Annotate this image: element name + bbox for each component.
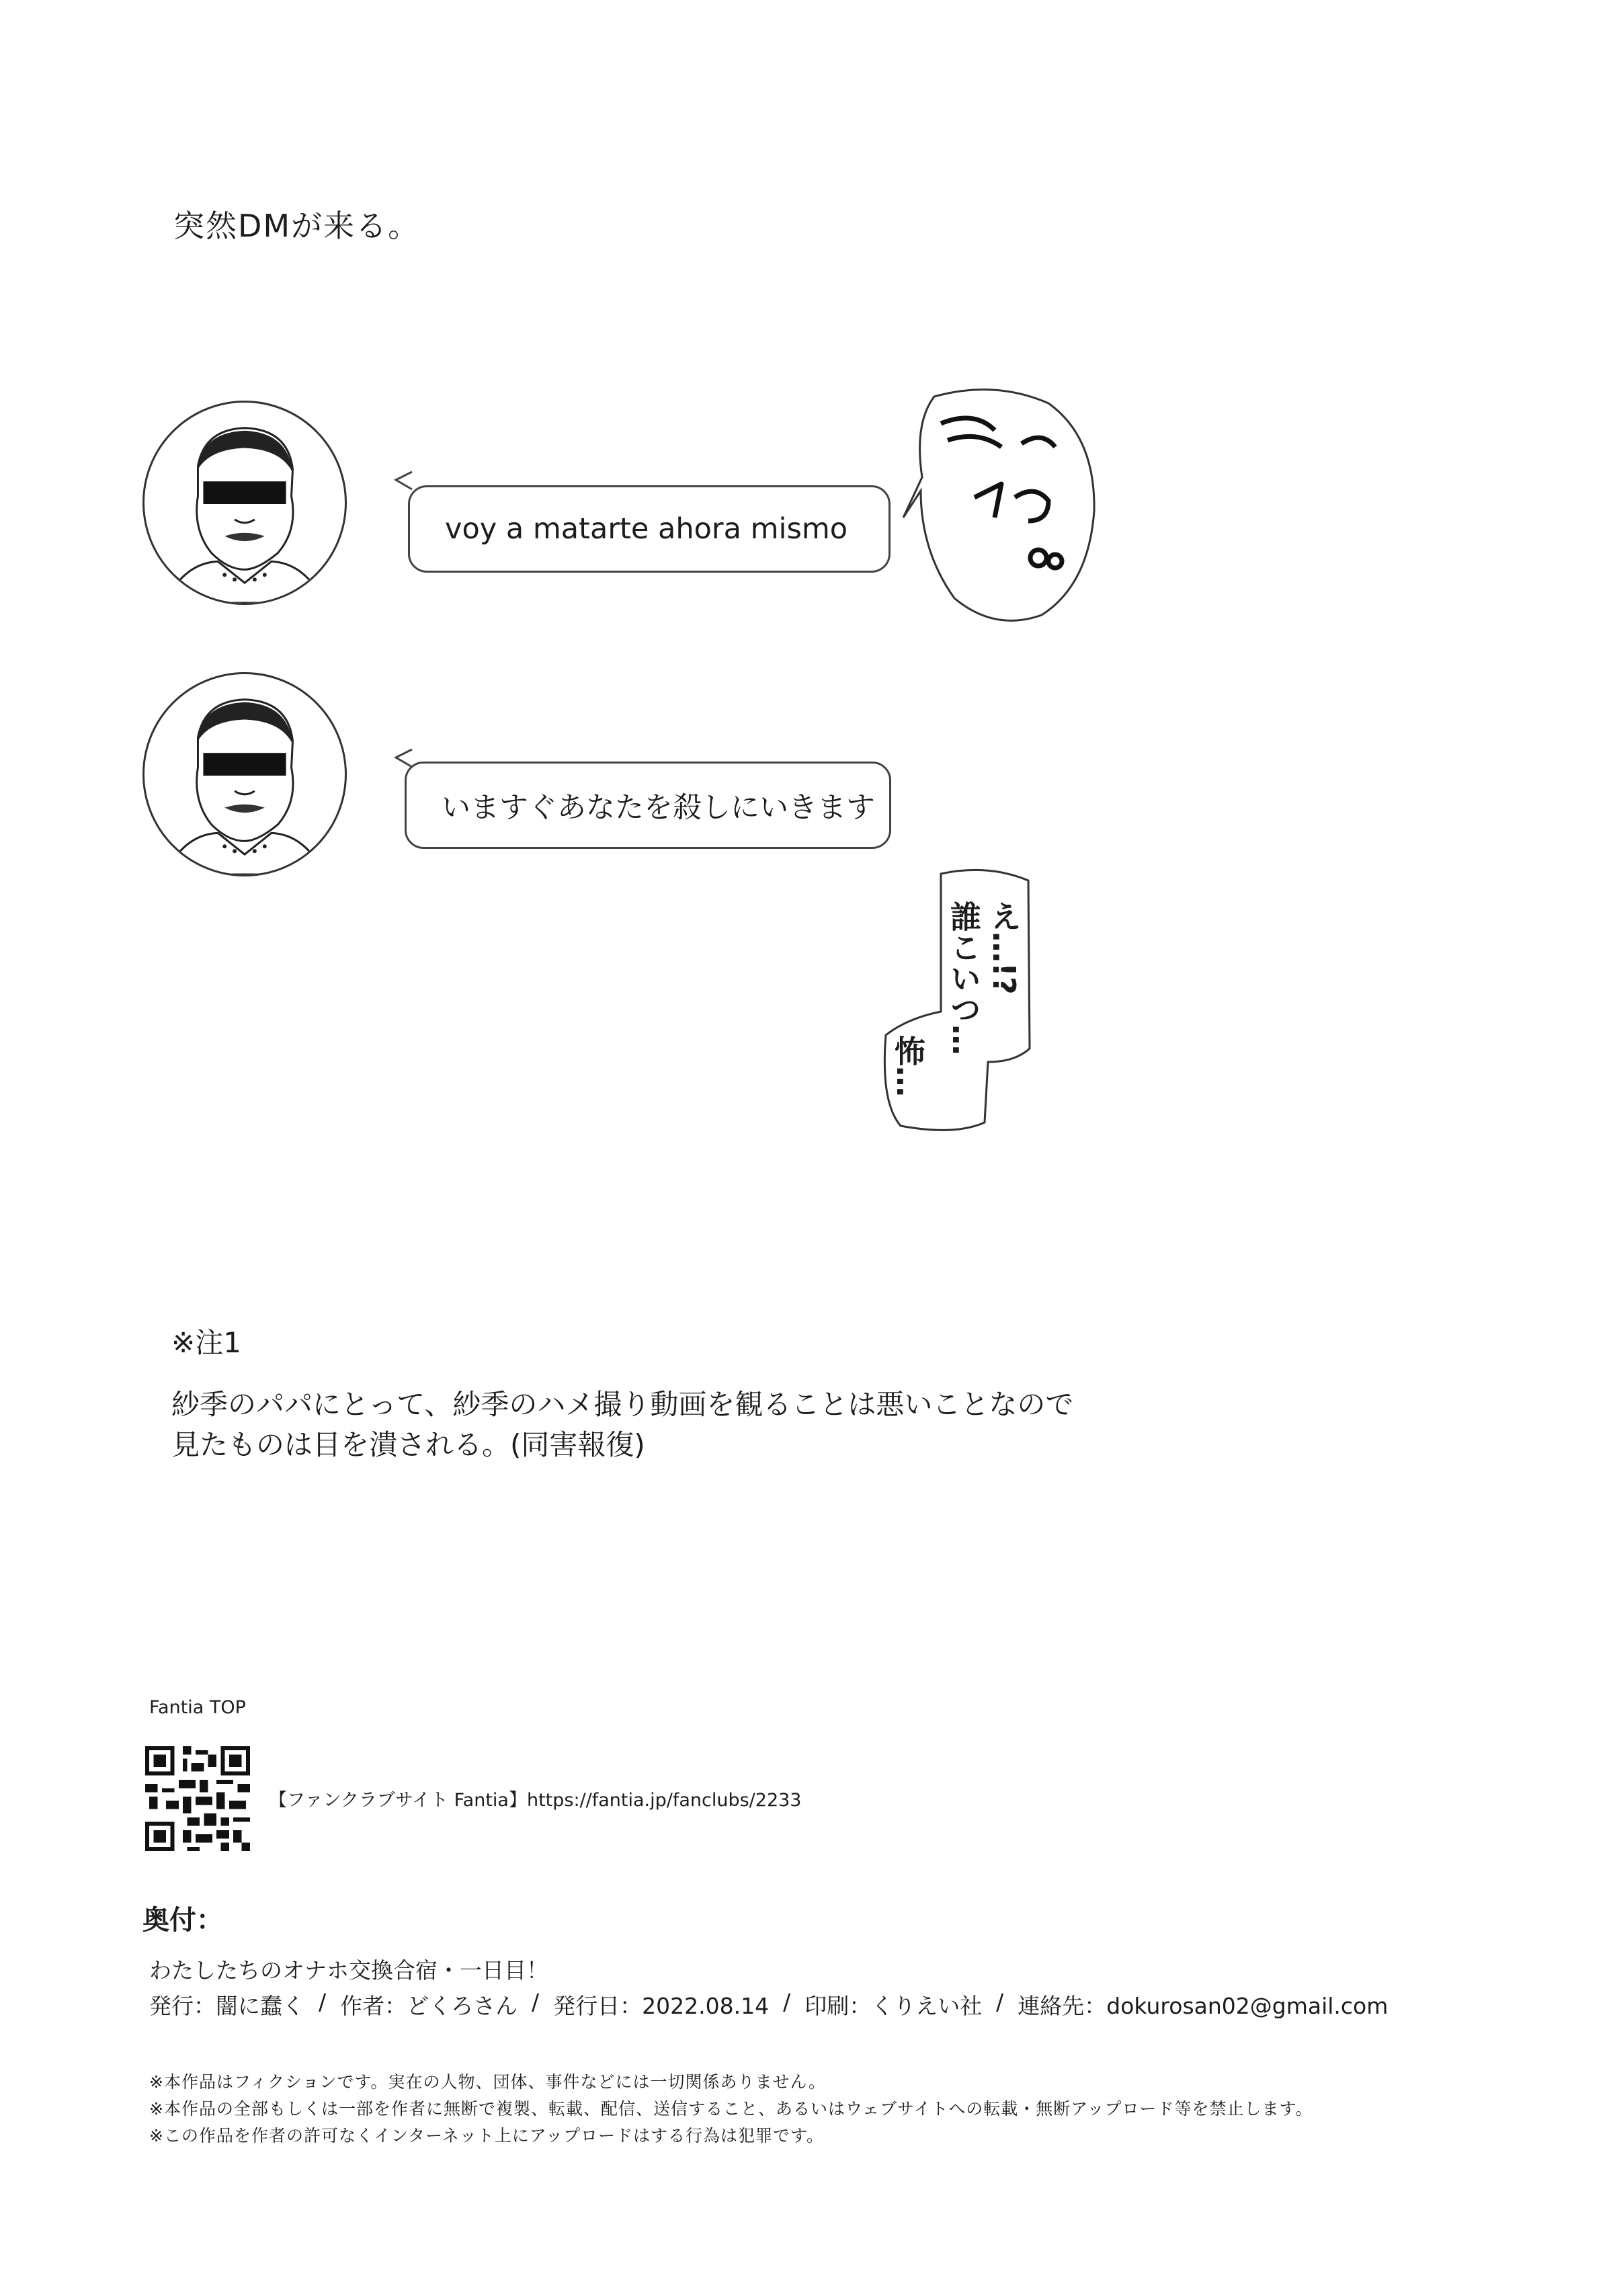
reaction-line-3: 怖… bbox=[890, 1035, 926, 1097]
note-body: 紗季のパパにとって、紗季のハメ撮り動画を観ることは悪いことなので 見たものは目を潰される。(同害報復) bbox=[171, 1388, 1074, 1461]
legal-line: ※この作品を作者の許可なくインターネット上にアップロードはする行為は犯罪です。 bbox=[149, 2126, 824, 2145]
note-mark: ※注1 bbox=[171, 1326, 241, 1359]
credit-publisher: 発行：闇に蠢く bbox=[149, 1993, 304, 2019]
message-bubble bbox=[408, 485, 891, 573]
reaction-line-1: え…!? bbox=[986, 901, 1022, 995]
credit-printer: 印刷：くりえい社 bbox=[804, 1993, 983, 2019]
sender-avatar bbox=[142, 401, 347, 605]
legal-line: ※本作品の全部もしくは一部を作者に無断で複製、転載、配信、送信すること、あるいはウェブサイトへの転載・無断アップロード等を禁止します。 bbox=[149, 2099, 1313, 2119]
sender-avatar bbox=[142, 672, 347, 876]
fanclub-link[interactable]: 【ファンクラブサイト Fantia】https://fantia.jp/fanclubs/2233 bbox=[269, 1790, 802, 1811]
credit-separator: / bbox=[304, 1989, 341, 2015]
work-title: わたしたちのオナホ交換合宿・一日目！ bbox=[149, 1957, 548, 1983]
sfx-balloon bbox=[894, 383, 1106, 625]
credit-separator: / bbox=[769, 1989, 805, 2015]
intro-text: 突然DMが来る。 bbox=[173, 208, 421, 244]
credit-separator: / bbox=[982, 1989, 1018, 2015]
legal-line: ※本作品はフィクションです。実在の人物、団体、事件などには一切関係ありません。 bbox=[149, 2072, 826, 2092]
credit-date: 発行日：2022.08.14 bbox=[553, 1993, 770, 2019]
credits-line bbox=[149, 1989, 1388, 2020]
message-text: いますぐあなたを殺しにいきます bbox=[442, 790, 875, 825]
message-text: voy a matarte ahora mismo bbox=[445, 512, 848, 546]
credit-separator: / bbox=[518, 1989, 554, 2015]
message-bubble bbox=[405, 762, 891, 849]
qr-code-icon[interactable] bbox=[145, 1746, 250, 1851]
fantia-label: Fantia TOP bbox=[149, 1697, 246, 1718]
colophon-heading: 奥付： bbox=[142, 1905, 223, 1936]
credit-author: 作者：どくろさん bbox=[340, 1993, 518, 2019]
credit-contact[interactable]: 連絡先：dokurosan02@gmail.com bbox=[1018, 1993, 1389, 2019]
reaction-line-2: 誰こいつ… bbox=[946, 901, 982, 1055]
